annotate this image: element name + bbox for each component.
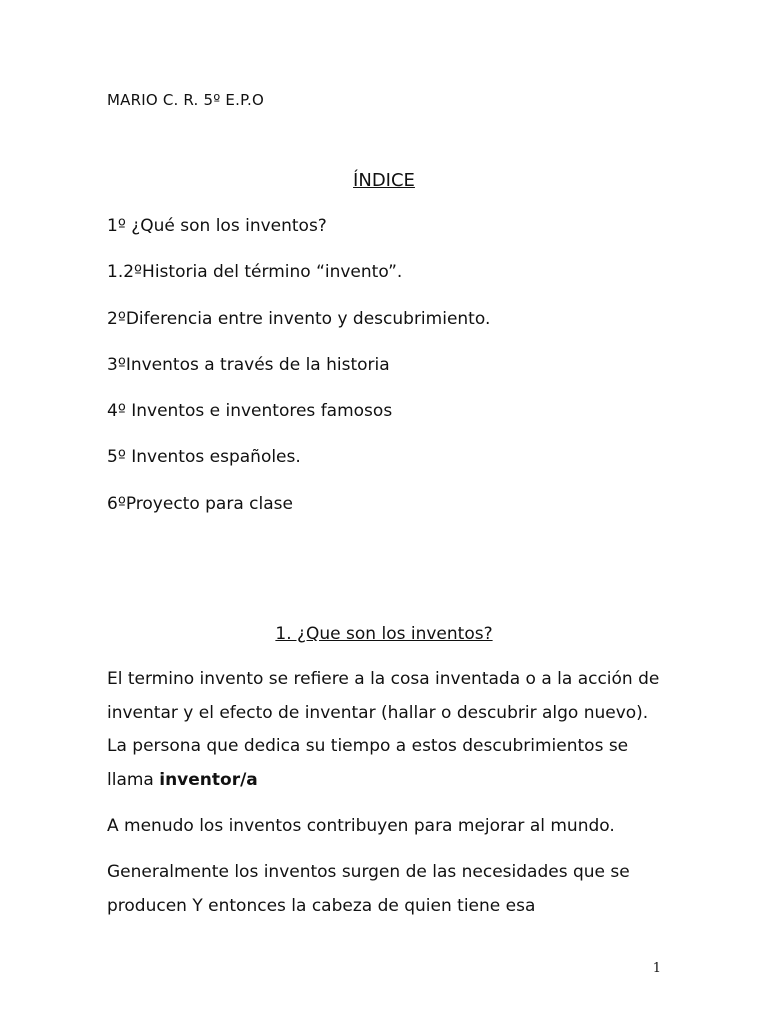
bold-term: inventor/a bbox=[159, 769, 258, 790]
page-number: 1 bbox=[652, 961, 661, 976]
paragraph-definition bbox=[107, 663, 667, 797]
paragraph-needs: Generalmente los inventos surgen de las necesidades que se producen Y entonces la cabeza de quien tiene esa bbox=[107, 862, 630, 916]
index-item: 3ºInventos a través de la historia bbox=[107, 354, 390, 375]
index-item: 1.2ºHistoria del término “invento”. bbox=[107, 262, 403, 283]
index-item: 6ºProyecto para clase bbox=[107, 493, 293, 514]
index-list bbox=[107, 214, 490, 538]
index-item: 5º Inventos españoles. bbox=[107, 447, 301, 468]
index-item: 1º ¿Qué son los inventos? bbox=[107, 216, 327, 236]
author-line: MARIO C. R. 5º E.P.O bbox=[107, 91, 264, 109]
index-title: ÍNDICE bbox=[353, 170, 415, 191]
index-item: 2ºDiferencia entre invento y descubrimiento. bbox=[107, 308, 491, 329]
paragraph-improve-world: A menudo los inventos contribuyen para mejorar al mundo. bbox=[107, 816, 615, 836]
index-item: 4º Inventos e inventores famosos bbox=[107, 401, 393, 422]
paragraph-text: El termino invento se refiere a la cosa inventada o a la acción de inventar y el efecto de inventar (hallar o descubrir algo nuevo). La persona que dedica su tiempo a estos descubrimientos se llama bbox=[107, 669, 660, 790]
section-title: 1. ¿Que son los inventos? bbox=[275, 624, 493, 644]
